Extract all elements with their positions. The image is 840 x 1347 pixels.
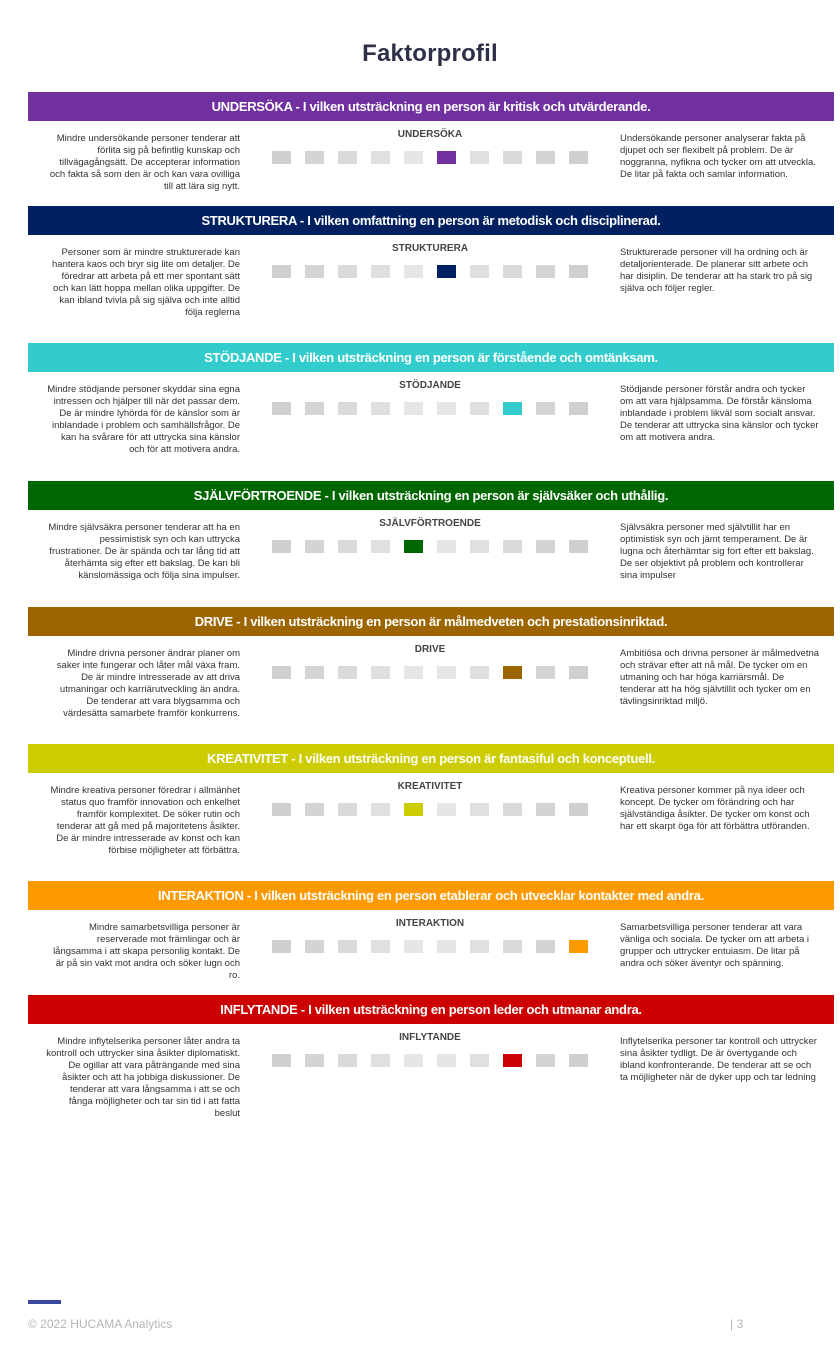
score-box-2 [305,803,324,816]
score-box-5 [404,803,423,816]
score-box-4 [371,402,390,415]
score-box-5 [404,1054,423,1067]
score-box-8 [503,1054,522,1067]
score-box-9 [536,402,555,415]
score-box-6 [437,940,456,953]
factor-header: STÖDJANDE - I vilken utsträckning en person är förstående och omtänksam. [28,343,834,372]
score-box-9 [536,666,555,679]
score-box-9 [536,803,555,816]
score-scale [272,540,592,553]
score-box-10 [569,265,588,278]
score-box-9 [536,151,555,164]
factor-high-description: Ambitiösa och drivna personer är målmedvetna och strävar efter att nå mål. De tycker om en utmaning och har höga karriärsmål. De tenderar att ha hög självtillit och tycker om en tävlingsinriktad miljö. [620,648,820,707]
score-box-7 [470,1054,489,1067]
score-box-1 [272,402,291,415]
score-box-8 [503,151,522,164]
score-box-3 [338,1054,357,1067]
score-scale [272,402,592,415]
score-box-4 [371,265,390,278]
score-box-4 [371,540,390,553]
score-box-10 [569,666,588,679]
scale-label: DRIVE [414,644,446,655]
scale-label: INTERAKTION [395,918,465,929]
factor-header: DRIVE - I vilken utsträckning en person är målmedveten och prestationsinriktad. [28,607,834,636]
score-box-7 [470,540,489,553]
score-box-9 [536,940,555,953]
factor-low-description: Mindre stödjande personer skyddar sina egna intressen och hjälper till när det passar dem. De är mindre lyhörda för de känslor som är inblandade i problem och samhällsfrågor. De kan ha svårare för att uttrycka sina känslor och för att motivera andra. [47,384,240,455]
score-scale [272,803,592,816]
score-box-2 [305,940,324,953]
factor-high-description: Kreativa personer kommer på nya ideer och koncept. De tycker om förändring och har självständiga åsikter. De tycker om konst och har ett skarpt öga för att förbättra utföranden. [620,785,810,832]
score-box-1 [272,151,291,164]
factor-header: INTERAKTION - I vilken utsträckning en person etablerar och utvecklar kontakter med andra. [28,881,834,910]
score-box-8 [503,402,522,415]
score-box-6 [437,666,456,679]
factor-high-description: Inflytelserika personer tar kontroll och uttrycker sina åsikter tydligt. De är övertygande och ibland konfronterande. De tenderar att se och ta möjligheter när de dyker upp och tar ledning [620,1036,817,1083]
score-box-10 [569,540,588,553]
factor-low-description: Mindre kreativa personer föredrar i allmänhet status quo framför innovation och enkelhet framför komplexitet. De söker rutin och tenderar att gå med på majoritetens åsikter. De är mindre intresserade av konst och kan förbise möjligheter att förbättra. [50,785,240,856]
score-box-2 [305,540,324,553]
score-box-8 [503,666,522,679]
factor-header: KREATIVITET - I vilken utsträckning en person är fantasiful och konceptuell. [28,744,834,773]
score-box-9 [536,1054,555,1067]
score-box-5 [404,402,423,415]
score-scale [272,151,592,164]
factor-header: INFLYTANDE - I vilken utsträckning en person leder och utmanar andra. [28,995,834,1024]
scale-label: STRUKTURERA [391,243,469,254]
score-box-1 [272,540,291,553]
score-box-7 [470,803,489,816]
score-scale [272,666,592,679]
score-box-1 [272,940,291,953]
score-box-4 [371,666,390,679]
score-box-3 [338,151,357,164]
score-box-10 [569,940,588,953]
page-title: Faktorprofil [362,40,498,67]
score-box-6 [437,803,456,816]
score-box-2 [305,265,324,278]
score-box-5 [404,940,423,953]
factor-high-description: Samarbetsvilliga personer tenderar att vara vänliga och sociala. De tycker om att arbeta i grupper och uttrycker entuiasm. De litar på andra och söker äventyr och spänning. [620,922,810,969]
factor-header: UNDERSÖKA - I vilken utsträckning en person är kritisk och utvärderande. [28,92,834,121]
score-box-7 [470,940,489,953]
factor-low-description: Mindre undersökande personer tenderar att förlita sig på befintlig kunskap och tillvägagångsätt. De accepterar information och fakta så som den är och kan vara ovilliga till att lära sig nytt. [49,133,240,192]
factor-header: STRUKTURERA - I vilken omfattning en person är metodisk och disciplinerad. [28,206,834,235]
score-box-2 [305,666,324,679]
score-box-5 [404,265,423,278]
factor-header: SJÄLVFÖRTROENDE - I vilken utsträckning en person är självsäker och uthållig. [28,481,834,510]
scale-label: KREATIVITET [397,781,463,792]
footer-accent-line [28,1300,61,1304]
score-box-3 [338,540,357,553]
score-box-8 [503,540,522,553]
score-box-10 [569,151,588,164]
score-scale [272,265,592,278]
score-box-1 [272,803,291,816]
score-box-3 [338,666,357,679]
score-box-1 [272,666,291,679]
score-box-9 [536,540,555,553]
factor-high-description: Strukturerade personer vill ha ordning och är detaljorienterade. De planerar sitt arbete och har disiplin. De tenderar att ha stark tro på sig själva och följer regler. [620,247,813,294]
score-box-6 [437,1054,456,1067]
score-box-10 [569,803,588,816]
score-box-1 [272,1054,291,1067]
score-box-2 [305,1054,324,1067]
score-box-4 [371,940,390,953]
score-box-6 [437,540,456,553]
score-box-5 [404,151,423,164]
factor-strukturera [28,206,834,340]
score-box-5 [404,666,423,679]
factor-low-description: Mindre inflytelserika personer låter andra ta kontroll och uttrycker sina åsikter diplomatiskt. De ogillar att vara påträngande med sina åsikter och att ha jobbiga diskussioner. De tenderar att vara långsamma i att se och fånga möjligheter och tar sin tid i att fatta beslut [46,1036,240,1119]
score-box-10 [569,402,588,415]
score-box-5 [404,540,423,553]
score-box-7 [470,151,489,164]
footer-page-number: | 3 [730,1317,744,1331]
factor-inflytande [28,995,834,1129]
score-box-8 [503,265,522,278]
score-box-2 [305,151,324,164]
factor-low-description: Mindre självsäkra personer tenderar att ha en pessimistisk syn och kan uttrycka frustrationer. De är spända och tar lång tid att återhämta sig efter ett bakslag. De kan bli känslomässiga och följa sina impulser. [48,522,240,581]
score-box-7 [470,666,489,679]
score-box-6 [437,151,456,164]
score-box-1 [272,265,291,278]
score-box-8 [503,940,522,953]
score-box-10 [569,1054,588,1067]
score-box-6 [437,265,456,278]
factor-stodjande [28,343,834,477]
score-box-4 [371,803,390,816]
score-box-6 [437,402,456,415]
score-box-3 [338,940,357,953]
factor-high-description: Undersökande personer analyserar fakta på djupet och ser flexibelt på problem. De är noggranna, nyfikna och tycker om att utveckla. De litar på fakta och samlar information. [620,133,816,180]
factor-low-description: Personer som är mindre strukturerade kan hantera kaos och bryr sig lite om detaljer. De föredrar att arbeta på ett mer spontant sätt och kan lätt hoppa mellan olika uppgifter. De kan ibland tvivla på sig själva och inte alltid följa reglerna [52,247,240,318]
scale-label: SJÄLVFÖRTROENDE [379,518,481,529]
score-box-8 [503,803,522,816]
score-box-3 [338,265,357,278]
score-box-7 [470,265,489,278]
factor-low-description: Mindre samarbetsvilliga personer är reserverade mot främlingar och är långsamma i att skapa personlig kontakt. De är på sin vakt mot andra och söker lugn och ro. [53,922,240,981]
factor-kreativitet [28,744,834,878]
factor-drive [28,607,834,741]
score-box-2 [305,402,324,415]
score-box-7 [470,402,489,415]
score-scale [272,940,592,953]
factor-high-description: Självsäkra personer med självtillit har en optimistisk syn och jämt temperament. De är lugna och återhämtar sig fort efter ett bakslag. De ser objektivt på problem och kontrollerar sina impulser [620,522,814,581]
score-scale [272,1054,592,1067]
scale-label: INFLYTANDE [399,1032,461,1043]
score-box-4 [371,1054,390,1067]
score-box-4 [371,151,390,164]
footer-copyright: © 2022 HUCAMA Analytics [28,1317,173,1331]
score-box-3 [338,402,357,415]
factor-high-description: Stödjande personer förstår andra och tycker om att vara hjälpsamma. De förstår känsloma inblandade i problem likväl som socialt ansvar. De tenderar att uttrycka sina känslor och tycker om att motivera andra. [620,384,819,443]
factor-sjalvfortroende [28,481,834,615]
score-box-3 [338,803,357,816]
scale-label: STÖDJANDE [399,380,461,391]
factor-low-description: Mindre drivna personer ändrar planer om saker inte fungerar och låter mål växa fram. De är mindre intresserade av att driva utmaningar och karriärutveckling än andra. De tenderar att vara blygsamma och värdesätta samarbete framför konkurrens. [56,648,240,719]
scale-label: UNDERSÖKA [397,129,463,140]
score-box-9 [536,265,555,278]
